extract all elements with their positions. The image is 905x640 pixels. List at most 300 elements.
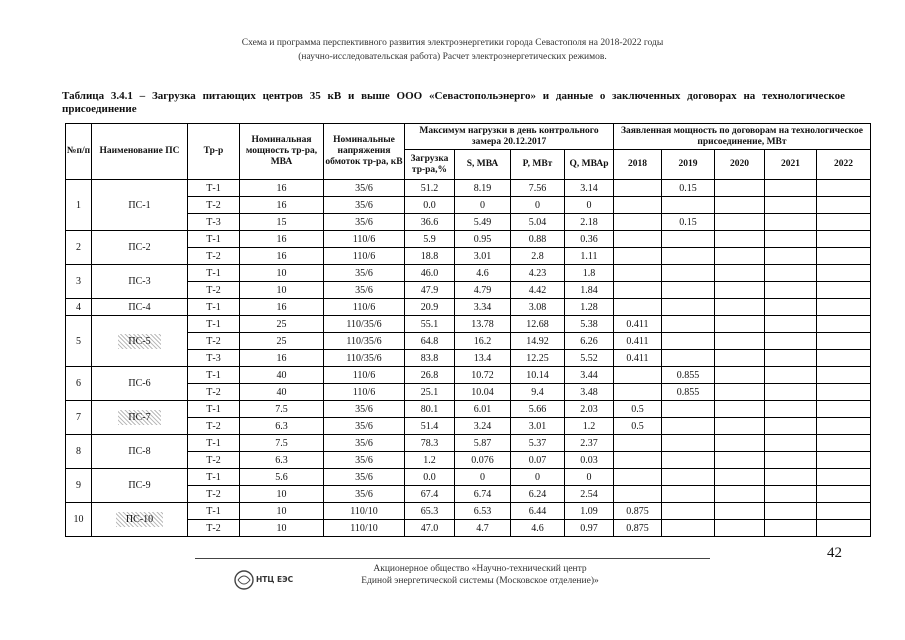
cell-power: 6.3 [240,452,324,469]
cell-y2019 [662,520,715,537]
header-2022: 2022 [817,150,871,180]
cell-q: 0 [565,469,614,486]
cell-s: 0.076 [455,452,511,469]
header-line-2: (научно-исследовательская работа) Расчет электроэнергетических режимов. [298,52,607,62]
cell-y2022 [817,265,871,282]
cell-y2021 [765,435,817,452]
cell-voltage: 110/10 [324,503,405,520]
cell-q: 1.09 [565,503,614,520]
header-2020: 2020 [715,150,765,180]
cell-y2018: 0.5 [614,401,662,418]
cell-tr: Т-3 [188,214,240,231]
cell-substation-name: ПС-3 [92,265,188,299]
cell-tr: Т-2 [188,486,240,503]
cell-load: 0.0 [405,197,455,214]
cell-load: 1.2 [405,452,455,469]
cell-s: 13.78 [455,316,511,333]
cell-y2020 [715,435,765,452]
cell-y2020 [715,282,765,299]
cell-load: 64.8 [405,333,455,350]
cell-y2018 [614,367,662,384]
cell-y2021 [765,231,817,248]
cell-p: 3.08 [511,299,565,316]
cell-power: 16 [240,350,324,367]
cell-y2019 [662,486,715,503]
table-caption: Таблица 3.4.1 – Загрузка питающих центров 35 кВ и выше ООО «Севастопольэнерго» и данные о заключенных договорах на технологическое присоединение [62,90,845,115]
load-table [65,123,871,537]
cell-p: 6.44 [511,503,565,520]
cell-tr: Т-1 [188,367,240,384]
cell-load: 26.8 [405,367,455,384]
cell-y2022 [817,180,871,197]
cell-p: 12.25 [511,350,565,367]
cell-tr: Т-1 [188,503,240,520]
cell-y2021 [765,469,817,486]
cell-tr: Т-1 [188,401,240,418]
table-row [66,299,871,316]
cell-y2022 [817,384,871,401]
header-load: Загрузка тр-ра,% [405,150,455,180]
header-declared-group: Заявленная мощность по договорам на технологическое присоединение, МВт [614,124,871,150]
footer-divider [195,558,710,559]
cell-power: 40 [240,367,324,384]
cell-q: 6.26 [565,333,614,350]
cell-load: 80.1 [405,401,455,418]
cell-p: 4.42 [511,282,565,299]
cell-p: 4.23 [511,265,565,282]
company-logo [233,567,293,593]
cell-voltage: 110/10 [324,520,405,537]
cell-y2021 [765,180,817,197]
cell-power: 16 [240,248,324,265]
cell-load: 46.0 [405,265,455,282]
page-footer [330,563,630,587]
cell-voltage: 110/6 [324,248,405,265]
cell-y2019 [662,197,715,214]
cell-y2020 [715,333,765,350]
cell-p: 3.01 [511,418,565,435]
table-row [66,316,871,333]
cell-power: 7.5 [240,401,324,418]
cell-s: 8.19 [455,180,511,197]
cell-load: 83.8 [405,350,455,367]
cell-y2021 [765,282,817,299]
cell-power: 16 [240,231,324,248]
cell-q: 1.28 [565,299,614,316]
cell-y2021 [765,503,817,520]
cell-load: 0.0 [405,469,455,486]
cell-y2018: 0.875 [614,520,662,537]
cell-power: 10 [240,282,324,299]
header-name: Наименование ПС [92,124,188,180]
cell-p: 5.04 [511,214,565,231]
cell-num: 2 [66,231,92,265]
cell-p: 14.92 [511,333,565,350]
substation-name-hatched: ПС-7 [118,410,160,425]
cell-y2020 [715,418,765,435]
cell-voltage: 110/6 [324,299,405,316]
header-transformer: Тр-р [188,124,240,180]
cell-y2019 [662,282,715,299]
cell-y2018 [614,265,662,282]
cell-num: 10 [66,503,92,537]
cell-y2019: 0.15 [662,180,715,197]
cell-y2021 [765,333,817,350]
cell-voltage: 110/6 [324,367,405,384]
header-2018: 2018 [614,150,662,180]
cell-num: 5 [66,316,92,367]
cell-substation-name: ПС-6 [92,367,188,401]
cell-tr: Т-1 [188,299,240,316]
cell-y2019 [662,503,715,520]
cell-load: 20.9 [405,299,455,316]
cell-y2021 [765,265,817,282]
cell-y2019 [662,299,715,316]
header-s: S, МВА [455,150,511,180]
cell-y2020 [715,197,765,214]
cell-tr: Т-2 [188,333,240,350]
cell-q: 3.14 [565,180,614,197]
cell-voltage: 110/35/6 [324,333,405,350]
cell-y2022 [817,282,871,299]
cell-voltage: 110/35/6 [324,316,405,333]
cell-q: 1.8 [565,265,614,282]
footer-line-1: Акционерное общество «Научно-технический центр [373,564,587,574]
cell-y2022 [817,435,871,452]
cell-voltage: 35/6 [324,469,405,486]
cell-y2019: 0.855 [662,384,715,401]
cell-substation-name [92,401,188,435]
cell-y2020 [715,214,765,231]
cell-y2021 [765,486,817,503]
cell-power: 16 [240,299,324,316]
cell-power: 7.5 [240,435,324,452]
cell-s: 5.87 [455,435,511,452]
cell-p: 6.24 [511,486,565,503]
cell-s: 6.01 [455,401,511,418]
cell-y2021 [765,418,817,435]
cell-q: 5.52 [565,350,614,367]
cell-substation-name: ПС-4 [92,299,188,316]
cell-y2019: 0.15 [662,214,715,231]
cell-s: 6.74 [455,486,511,503]
cell-y2021 [765,384,817,401]
cell-y2018: 0.411 [614,333,662,350]
cell-q: 5.38 [565,316,614,333]
cell-num: 6 [66,367,92,401]
cell-voltage: 110/6 [324,384,405,401]
header-p: P, МВт [511,150,565,180]
table-row [66,503,871,520]
cell-power: 10 [240,265,324,282]
cell-tr: Т-2 [188,452,240,469]
cell-s: 4.79 [455,282,511,299]
cell-substation-name [92,503,188,537]
cell-q: 0.03 [565,452,614,469]
cell-load: 5.9 [405,231,455,248]
cell-load: 36.6 [405,214,455,231]
cell-load: 47.0 [405,520,455,537]
cell-s: 4.6 [455,265,511,282]
substation-name-hatched: ПС-10 [116,512,163,527]
cell-y2022 [817,503,871,520]
cell-s: 4.7 [455,520,511,537]
cell-tr: Т-2 [188,520,240,537]
cell-p: 9.4 [511,384,565,401]
cell-y2021 [765,520,817,537]
cell-load: 47.9 [405,282,455,299]
header-num: №п/п [66,124,92,180]
cell-power: 16 [240,180,324,197]
cell-tr: Т-1 [188,180,240,197]
cell-s: 10.04 [455,384,511,401]
cell-y2021 [765,401,817,418]
cell-substation-name [92,316,188,367]
cell-y2019 [662,231,715,248]
cell-y2019 [662,418,715,435]
page-header [0,36,905,64]
cell-q: 1.84 [565,282,614,299]
cell-load: 51.2 [405,180,455,197]
cell-y2019 [662,401,715,418]
cell-y2022 [817,316,871,333]
table-row [66,435,871,452]
table-row [66,180,871,197]
cell-y2020 [715,384,765,401]
cell-y2020 [715,486,765,503]
cell-p: 2.8 [511,248,565,265]
cell-voltage: 35/6 [324,265,405,282]
header-line-1: Схема и программа перспективного развития электроэнергетики города Севастополя на 2018-2022 годы [241,38,664,48]
cell-num: 7 [66,401,92,435]
cell-y2022 [817,248,871,265]
cell-y2019 [662,316,715,333]
header-2019: 2019 [662,150,715,180]
cell-tr: Т-2 [188,384,240,401]
cell-y2020 [715,469,765,486]
cell-y2022 [817,333,871,350]
cell-voltage: 35/6 [324,282,405,299]
cell-y2022 [817,486,871,503]
cell-tr: Т-1 [188,469,240,486]
cell-y2018 [614,231,662,248]
cell-y2022 [817,452,871,469]
cell-load: 25.1 [405,384,455,401]
cell-y2020 [715,520,765,537]
cell-power: 40 [240,384,324,401]
cell-p: 5.37 [511,435,565,452]
cell-y2022 [817,367,871,384]
cell-power: 5.6 [240,469,324,486]
cell-y2022 [817,401,871,418]
cell-y2018: 0.411 [614,316,662,333]
substation-name-hatched: ПС-5 [118,334,160,349]
cell-y2018: 0.5 [614,418,662,435]
cell-s: 3.01 [455,248,511,265]
cell-p: 0 [511,469,565,486]
cell-q: 2.18 [565,214,614,231]
cell-power: 10 [240,486,324,503]
cell-q: 2.03 [565,401,614,418]
cell-voltage: 35/6 [324,452,405,469]
cell-power: 10 [240,520,324,537]
cell-s: 0 [455,197,511,214]
cell-y2019 [662,248,715,265]
cell-p: 0.07 [511,452,565,469]
table-row [66,367,871,384]
cell-y2020 [715,265,765,282]
cell-voltage: 35/6 [324,401,405,418]
cell-y2021 [765,367,817,384]
cell-y2020 [715,180,765,197]
page-number: 42 [827,545,842,561]
cell-s: 0 [455,469,511,486]
cell-q: 2.37 [565,435,614,452]
cell-tr: Т-3 [188,350,240,367]
table-row [66,469,871,486]
cell-y2019: 0.855 [662,367,715,384]
cell-y2018 [614,384,662,401]
cell-q: 2.54 [565,486,614,503]
cell-y2022 [817,299,871,316]
cell-tr: Т-2 [188,418,240,435]
cell-y2022 [817,214,871,231]
cell-voltage: 35/6 [324,214,405,231]
cell-y2022 [817,231,871,248]
cell-tr: Т-1 [188,316,240,333]
cell-tr: Т-1 [188,231,240,248]
cell-power: 6.3 [240,418,324,435]
cell-s: 13.4 [455,350,511,367]
cell-y2022 [817,197,871,214]
cell-y2018 [614,486,662,503]
cell-power: 25 [240,333,324,350]
cell-s: 0.95 [455,231,511,248]
cell-num: 1 [66,180,92,231]
header-2021: 2021 [765,150,817,180]
cell-y2018: 0.875 [614,503,662,520]
cell-load: 51.4 [405,418,455,435]
cell-num: 4 [66,299,92,316]
cell-p: 12.68 [511,316,565,333]
cell-voltage: 110/6 [324,231,405,248]
cell-y2018 [614,248,662,265]
footer-line-2: Единой энергетической системы (Московское отделение)» [361,576,599,586]
cell-y2022 [817,350,871,367]
cell-p: 5.66 [511,401,565,418]
cell-tr: Т-2 [188,282,240,299]
cell-substation-name: ПС-2 [92,231,188,265]
cell-y2019 [662,333,715,350]
header-voltage: Номинальные напряжения обмоток тр-ра, кВ [324,124,405,180]
cell-y2018 [614,435,662,452]
cell-y2022 [817,418,871,435]
cell-y2018 [614,469,662,486]
cell-q: 0.97 [565,520,614,537]
cell-power: 25 [240,316,324,333]
cell-y2021 [765,350,817,367]
cell-y2020 [715,401,765,418]
cell-load: 55.1 [405,316,455,333]
cell-y2020 [715,503,765,520]
cell-y2019 [662,350,715,367]
cell-s: 3.34 [455,299,511,316]
cell-voltage: 110/35/6 [324,350,405,367]
cell-y2018 [614,299,662,316]
cell-q: 0 [565,197,614,214]
header-max-load-group: Максимум нагрузки в день контрольного замера 20.12.2017 [405,124,614,150]
cell-p: 4.6 [511,520,565,537]
cell-p: 10.14 [511,367,565,384]
cell-y2020 [715,299,765,316]
cell-y2019 [662,265,715,282]
cell-y2020 [715,248,765,265]
cell-voltage: 35/6 [324,197,405,214]
cell-q: 3.48 [565,384,614,401]
cell-y2021 [765,214,817,231]
cell-y2021 [765,248,817,265]
cell-y2020 [715,316,765,333]
cell-q: 1.11 [565,248,614,265]
cell-y2020 [715,367,765,384]
cell-y2018 [614,214,662,231]
cell-load: 18.8 [405,248,455,265]
cell-load: 67.4 [405,486,455,503]
cell-voltage: 35/6 [324,180,405,197]
cell-s: 5.49 [455,214,511,231]
cell-q: 0.36 [565,231,614,248]
cell-y2021 [765,197,817,214]
cell-substation-name: ПС-8 [92,435,188,469]
cell-load: 78.3 [405,435,455,452]
header-power: Номинальная мощность тр-ра, МВА [240,124,324,180]
cell-tr: Т-1 [188,435,240,452]
cell-s: 3.24 [455,418,511,435]
cell-voltage: 35/6 [324,435,405,452]
cell-power: 15 [240,214,324,231]
cell-y2018: 0.411 [614,350,662,367]
table-body [66,180,871,537]
cell-y2021 [765,452,817,469]
table-row [66,231,871,248]
cell-s: 10.72 [455,367,511,384]
cell-tr: Т-1 [188,265,240,282]
table-row [66,401,871,418]
cell-y2020 [715,231,765,248]
cell-y2021 [765,316,817,333]
cell-y2018 [614,180,662,197]
cell-y2022 [817,469,871,486]
cell-y2019 [662,469,715,486]
cell-tr: Т-2 [188,197,240,214]
cell-y2022 [817,520,871,537]
cell-y2020 [715,350,765,367]
cell-q: 1.2 [565,418,614,435]
cell-p: 0 [511,197,565,214]
cell-voltage: 35/6 [324,418,405,435]
header-q: Q, МВАр [565,150,614,180]
cell-y2020 [715,452,765,469]
cell-s: 6.53 [455,503,511,520]
cell-p: 7.56 [511,180,565,197]
cell-p: 0.88 [511,231,565,248]
cell-y2018 [614,197,662,214]
cell-substation-name: ПС-9 [92,469,188,503]
cell-load: 65.3 [405,503,455,520]
cell-tr: Т-2 [188,248,240,265]
cell-num: 9 [66,469,92,503]
cell-y2018 [614,452,662,469]
